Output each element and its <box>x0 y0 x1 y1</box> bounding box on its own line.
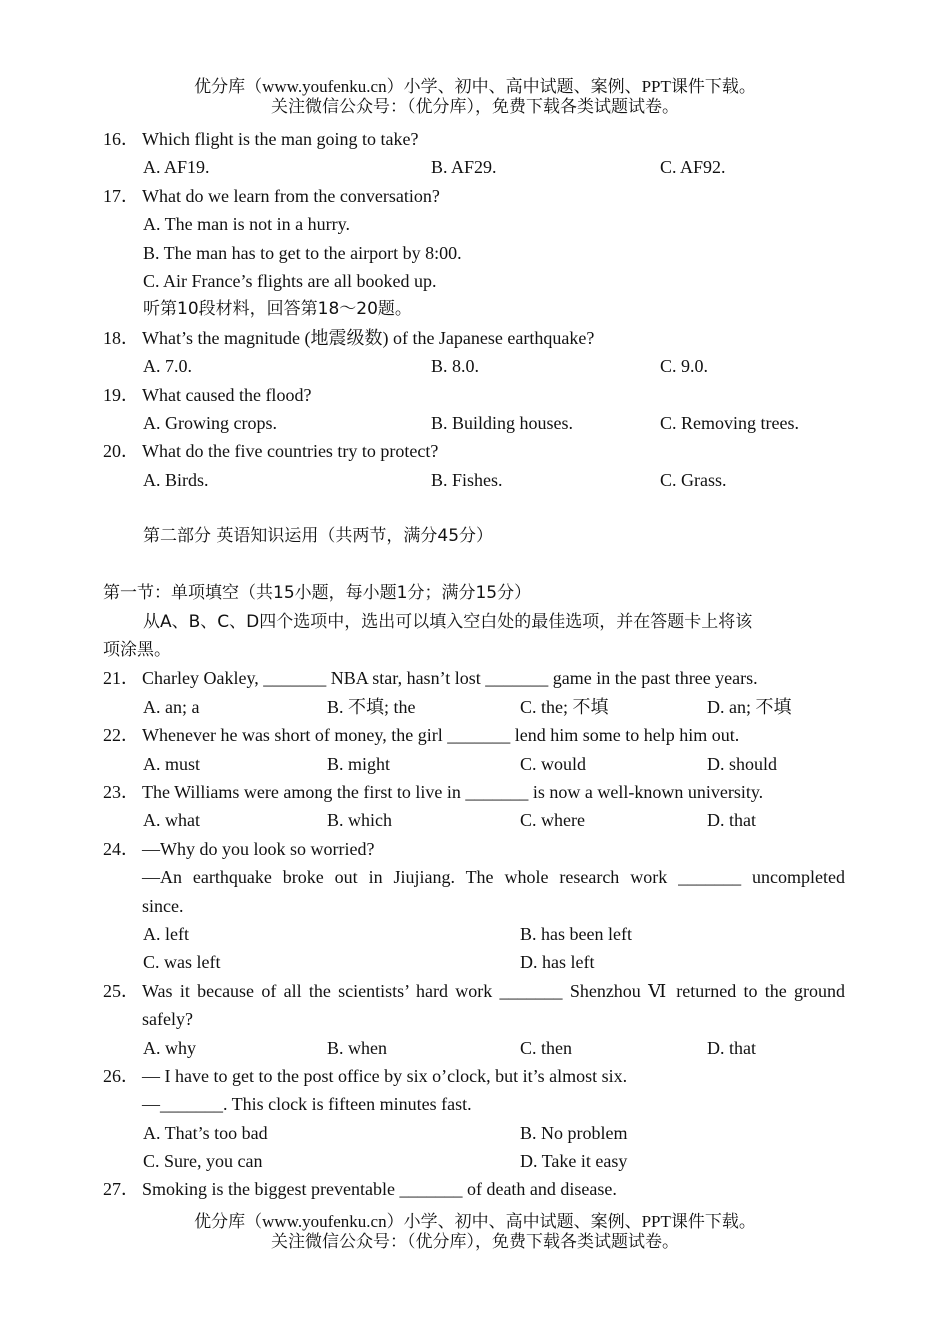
question-17 <box>0 182 950 210</box>
option-b: B. when <box>327 1037 387 1058</box>
header-line-1: 优分库（www.youfenku.cn）小学、初中、高中试题、案例、PPT课件下载。 <box>194 77 756 96</box>
question-26-options-ab <box>0 1119 950 1147</box>
option-b: B. has been left <box>520 923 632 944</box>
option-a: A. 7.0. <box>143 356 192 377</box>
question-text: — I have to get to the post office by six o’clock, but it’s almost six. <box>142 1065 628 1086</box>
question-number: 19． <box>103 384 139 405</box>
question-25-cont <box>0 1005 950 1033</box>
question-16-options <box>0 153 950 181</box>
question-18 <box>0 324 950 352</box>
question-17-option-b <box>0 239 950 267</box>
page-header <box>0 77 950 117</box>
option-d: D. Take it easy <box>520 1151 628 1172</box>
option-a: A. AF19. <box>143 157 210 178</box>
option-c: C. the; 不填 <box>520 696 609 717</box>
option-c: C. Sure, you can <box>143 1151 263 1172</box>
question-26 <box>0 1062 950 1090</box>
option-a: A. Growing crops. <box>143 412 277 433</box>
question-19 <box>0 381 950 409</box>
exam-content <box>0 125 950 1204</box>
question-number: 22． <box>103 725 139 746</box>
option-c: C. then <box>520 1037 572 1058</box>
question-22 <box>0 721 950 749</box>
option-c: C. Removing trees. <box>660 412 799 433</box>
question-number: 21． <box>103 668 139 689</box>
instruction-text: 听第10段材料，回答第18～20题。 <box>143 299 412 320</box>
footer-line-1: 优分库（www.youfenku.cn）小学、初中、高中试题、案例、PPT课件下载。 <box>194 1212 756 1231</box>
question-text: Whenever he was short of money, the girl _______ lend him some to help him out. <box>142 725 740 746</box>
question-24-options-cd <box>0 948 950 976</box>
question-text: What do the five countries try to protect? <box>142 441 439 462</box>
question-16 <box>0 125 950 153</box>
option-a: A. Birds. <box>143 469 209 490</box>
option-b: B. Building houses. <box>431 412 574 433</box>
option-c: C. was left <box>143 952 221 973</box>
question-24-response-cont <box>0 892 950 920</box>
section-1-instruction <box>0 608 950 636</box>
question-18-options <box>0 352 950 380</box>
spacer <box>0 551 950 579</box>
option-c: C. Air France’s flights are all booked up. <box>143 270 437 291</box>
question-23 <box>0 778 950 806</box>
section-1-instruction-cont <box>0 636 950 664</box>
question-text: Was it because of all the scientists’ hard work _______ Shenzhou Ⅵ returned to the ground <box>142 980 845 1001</box>
question-number: 24． <box>103 838 139 859</box>
option-c: C. would <box>520 753 587 774</box>
option-a: A. why <box>143 1037 196 1058</box>
option-a: A. must <box>143 753 201 774</box>
option-a: A. left <box>143 923 189 944</box>
part-2-title <box>0 522 950 550</box>
question-text: What caused the flood? <box>142 384 312 405</box>
question-24 <box>0 835 950 863</box>
part-title-text: 第二部分 英语知识运用（共两节，满分45分） <box>143 526 494 547</box>
option-b: B. AF29. <box>431 157 497 178</box>
question-text: Charley Oakley, _______ NBA star, hasn’t lost _______ game in the past three years. <box>142 668 758 689</box>
question-text: since. <box>142 895 184 916</box>
instruction-text: 项涂黑。 <box>103 640 171 661</box>
question-number: 23． <box>103 781 139 802</box>
option-b: B. 不填; the <box>327 696 416 717</box>
question-17-option-c <box>0 267 950 295</box>
question-24-options-ab <box>0 920 950 948</box>
question-20 <box>0 437 950 465</box>
question-text: The Williams were among the first to live in _______ is now a well-known university. <box>142 781 764 802</box>
option-b: B. might <box>327 753 391 774</box>
question-23-options <box>0 806 950 834</box>
section-1-title <box>0 579 950 607</box>
question-number: 17． <box>103 185 139 206</box>
question-26-options-cd <box>0 1147 950 1175</box>
option-a: A. That’s too bad <box>143 1122 268 1143</box>
option-a: A. what <box>143 810 200 831</box>
question-number: 25． <box>103 980 139 1001</box>
header-line-2: 关注微信公众号：（优分库），免费下载各类试题试卷。 <box>271 97 679 116</box>
question-text: —_______. This clock is fifteen minutes fast. <box>142 1094 472 1115</box>
question-21-options <box>0 693 950 721</box>
question-text: Smoking is the biggest preventable _______ of death and disease. <box>142 1179 617 1200</box>
question-26-response <box>0 1090 950 1118</box>
question-number: 26． <box>103 1065 139 1086</box>
question-27 <box>0 1175 950 1203</box>
question-21 <box>0 664 950 692</box>
option-c: C. Grass. <box>660 469 727 490</box>
listening-instruction <box>0 295 950 323</box>
option-c: C. where <box>520 810 585 831</box>
question-text: What do we learn from the conversation? <box>142 185 440 206</box>
option-a: A. The man is not in a hurry. <box>143 214 350 235</box>
question-number: 20． <box>103 441 139 462</box>
question-text: —An earthquake broke out in Jiujiang. The whole research work _______ uncompleted <box>142 867 845 888</box>
option-b: B. No problem <box>520 1122 628 1143</box>
spacer <box>0 494 950 522</box>
question-25 <box>0 977 950 1005</box>
question-number: 16． <box>103 129 139 149</box>
option-c: C. 9.0. <box>660 356 709 377</box>
option-a: A. an; a <box>143 696 200 717</box>
question-text: Which flight is the man going to take? <box>142 129 419 149</box>
question-20-options <box>0 466 950 494</box>
instruction-text: 从A、B、C、D四个选项中，选出可以填入空白处的最佳选项，并在答题卡上将该 <box>143 611 753 632</box>
section-title-text: 第一节：单项填空（共15小题，每小题1分；满分15分） <box>103 583 532 604</box>
option-b: B. The man has to get to the airport by 8:00. <box>143 242 462 263</box>
option-d: D. that <box>707 810 756 831</box>
option-d: D. that <box>707 1037 756 1058</box>
question-text: What’s the magnitude (地震级数) of the Japanese earthquake? <box>142 327 595 348</box>
question-25-options <box>0 1034 950 1062</box>
option-b: B. which <box>327 810 392 831</box>
question-24-response <box>0 863 950 891</box>
option-d: D. should <box>707 753 778 774</box>
option-c: C. AF92. <box>660 157 726 178</box>
question-19-options <box>0 409 950 437</box>
question-text: safely? <box>142 1009 193 1030</box>
option-b: B. Fishes. <box>431 469 503 490</box>
option-d: D. has left <box>520 952 595 973</box>
question-22-options <box>0 750 950 778</box>
option-b: B. 8.0. <box>431 356 480 377</box>
question-number: 27． <box>103 1179 139 1200</box>
question-number: 18． <box>103 327 139 348</box>
page-footer <box>0 1212 950 1252</box>
question-17-option-a <box>0 210 950 238</box>
question-text: —Why do you look so worried? <box>142 838 375 859</box>
footer-line-2: 关注微信公众号：（优分库），免费下载各类试题试卷。 <box>271 1232 679 1251</box>
option-d: D. an; 不填 <box>707 696 792 717</box>
